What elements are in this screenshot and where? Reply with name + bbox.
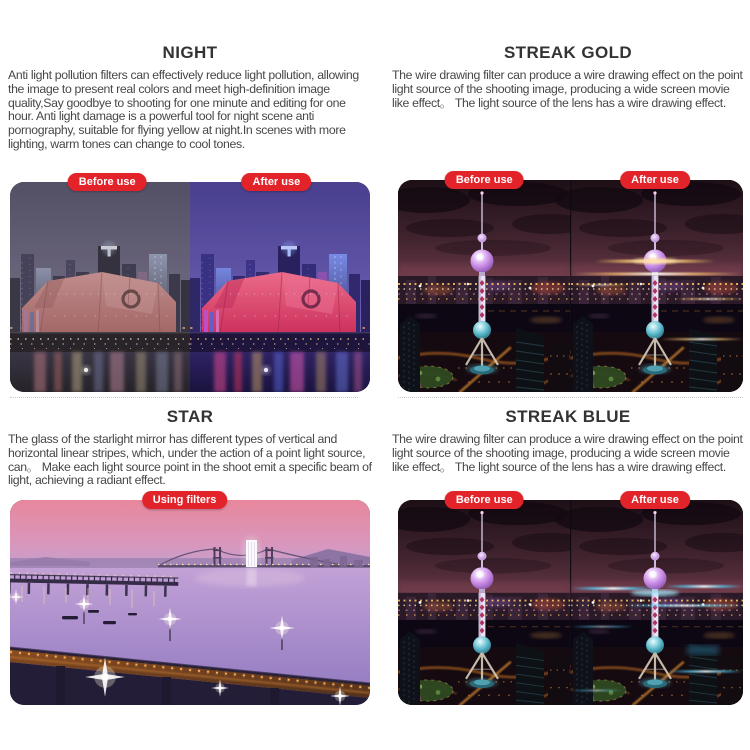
star-title: STAR	[166, 407, 214, 426]
streak-blue-before-after-photo	[398, 500, 743, 705]
star-using-filters-badge: Using filters	[142, 491, 228, 509]
star-photo-svg	[10, 500, 370, 705]
streak-blue-after-badge: After use	[620, 491, 690, 509]
night-before-after-photo	[10, 182, 370, 392]
streak-blue-figure	[398, 494, 743, 705]
streak-gold-title: STREAK GOLD	[503, 43, 633, 62]
streak-blue-after-photo	[555, 500, 743, 705]
right-column-divider	[398, 397, 743, 398]
section-night	[8, 44, 372, 400]
streak-blue-before-badge: Before use	[445, 491, 524, 509]
section-streak-gold	[392, 44, 744, 400]
night-after-badge: After use	[242, 173, 312, 191]
streak-blue-photo-svg	[398, 500, 743, 705]
streak-gold-after-photo	[555, 180, 743, 392]
streak-gold-after-badge: After use	[620, 171, 690, 189]
star-figure	[10, 494, 370, 705]
star-filter-photo	[10, 500, 370, 705]
section-star	[8, 408, 372, 738]
night-title: NIGHT	[162, 43, 218, 62]
streak-gold-figure	[398, 174, 743, 392]
night-figure	[10, 176, 370, 392]
streak-gold-before-photo	[398, 180, 588, 392]
streak-blue-description: The wire drawing filter can produce a wire drawing effect on the point light source of the shooting image, producing a wide screen movie like effect。 The light source of the lens has a wire drawing effect.	[392, 431, 743, 474]
night-before-badge: Before use	[68, 173, 147, 191]
night-photo-svg	[10, 182, 370, 392]
night-before-photo	[10, 182, 190, 392]
section-streak-blue	[392, 408, 744, 738]
streak-blue-title: STREAK BLUE	[505, 407, 631, 426]
night-after-photo	[190, 182, 370, 392]
streak-gold-description: The wire drawing filter can produce a wire drawing effect on the point light source of the shooting image, producing a wide screen movie like effect。 The light source of the lens has a wire drawing effect.	[392, 67, 743, 110]
left-column-divider	[10, 397, 358, 398]
streak-blue-before-photo	[398, 500, 588, 705]
streak-gold-before-after-photo	[398, 180, 743, 392]
streak-gold-before-badge: Before use	[445, 171, 524, 189]
star-description: The glass of the starlight mirror has different types of vertical and horizontal linear stripes, which, under the action of a point light source, can。 Make each light source point in the shoot emit a specific beam of light, achieving a radiant effect.	[8, 431, 372, 488]
streak-gold-photo-svg	[398, 180, 743, 392]
night-description: Anti light pollution filters can effectively reduce light pollution, allowing the image to present real colors and meet high-definition image quality,Say goodbye to shooting for one minute and editing for one hour. Anti light damage is a powerful tool for night scene anti pornography, suitable for flying yellow at night.In scenes with more lighting, warm tones can change to cool tones.	[8, 67, 359, 152]
